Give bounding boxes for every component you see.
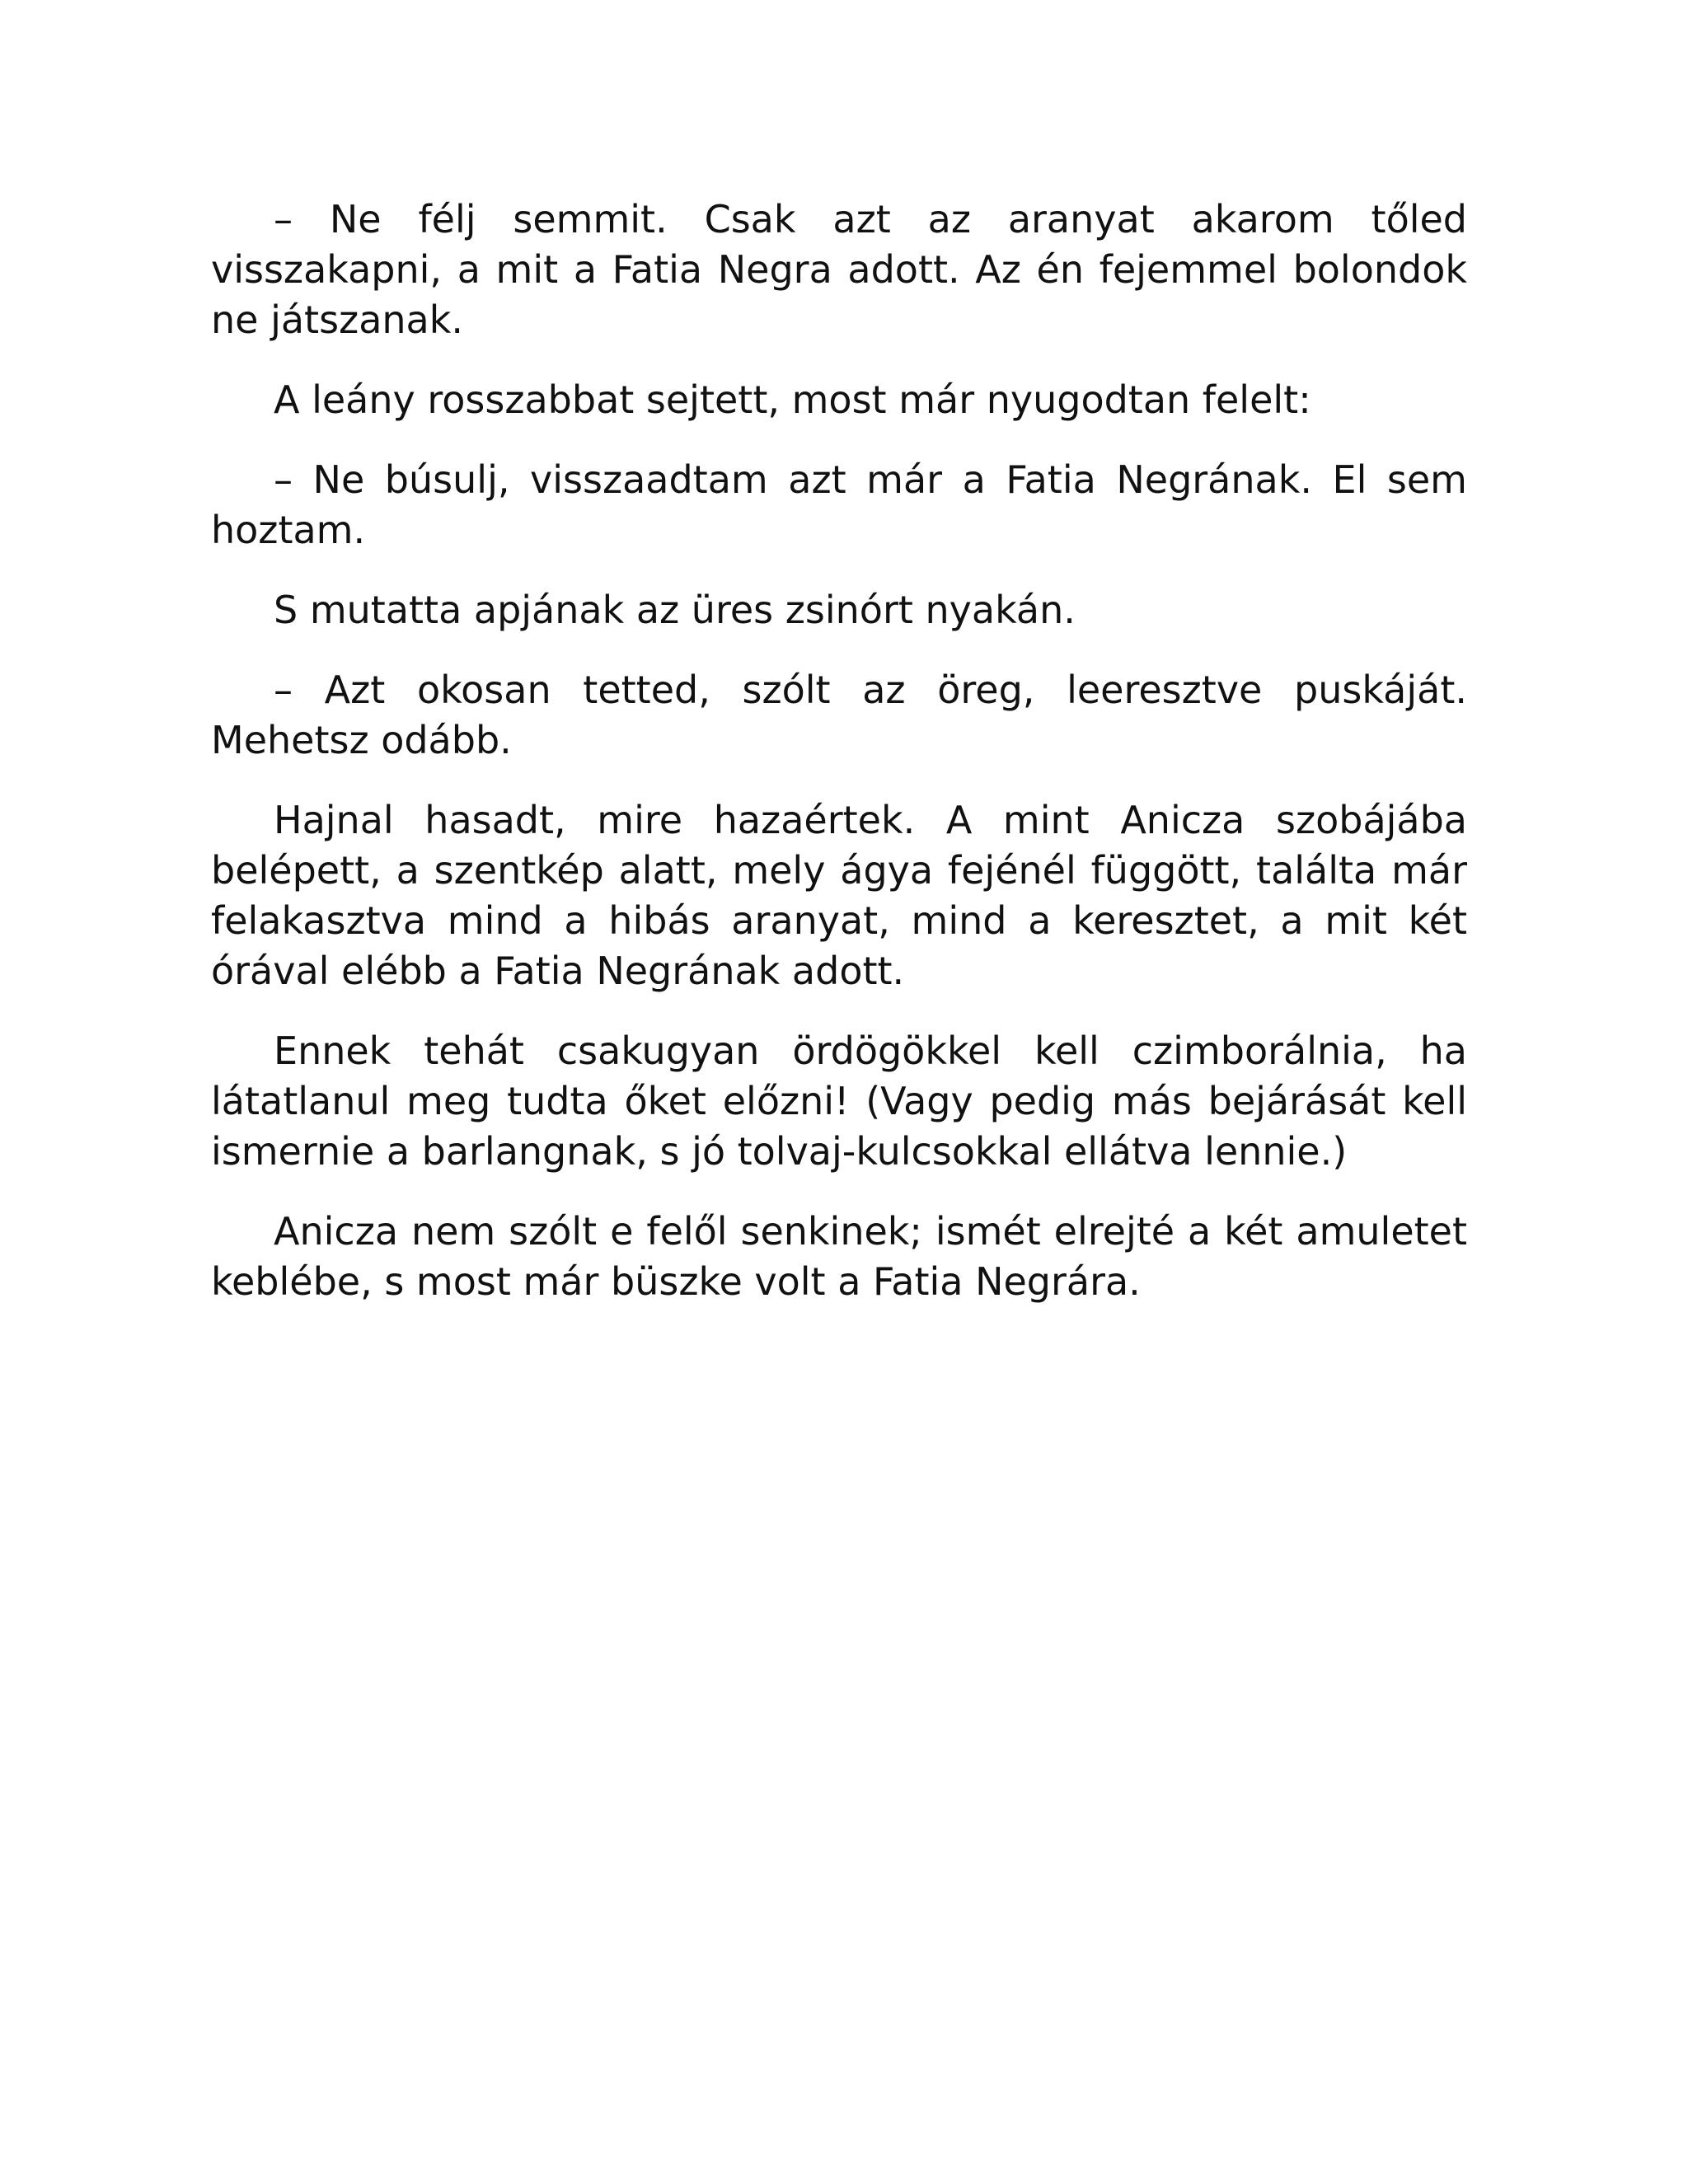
paragraph: S mutatta apjának az üres zsinórt nyakán.: [274, 588, 1076, 632]
paragraph: – Ne búsulj, visszaadtam azt már a Fatia Negrának. El sem hoztam.: [211, 457, 1467, 552]
paragraph: Anicza nem szólt e felől senkinek; ismét elrejté a két amuletet keblébe, s most már büszke volt a Fatia Negrára.: [211, 1209, 1467, 1304]
paragraph: A leány rosszabbat sejtett, most már nyugodtan felelt:: [274, 377, 1311, 422]
document-page: [211, 194, 1467, 1337]
paragraph: – Ne félj semmit. Csak azt az aranyat akarom tőled visszakapni, a mit a Fatia Negra adott. Az én fejemmel bolondok ne játszanak.: [211, 197, 1467, 342]
paragraph: Ennek tehát csakugyan ördögökkel kell czimborálnia, ha látatlanul meg tudta őket előzni! (Vagy pedig más bejárását kell ismernie a barlangnak, s jó tolvaj-kulcsokkal ellátva lennie.): [211, 1029, 1467, 1174]
paragraph: – Azt okosan tetted, szólt az öreg, leeresztve puskáját. Mehetsz odább.: [211, 668, 1467, 762]
paragraph: Hajnal hasadt, mire hazaértek. A mint Anicza szobájába belépett, a szentkép alatt, mely ágya fejénél függött, találta már felakasztva mind a hibás aranyat, mind a keresztet, a mit két órával elébb a Fatia Negrának adott.: [211, 798, 1467, 993]
